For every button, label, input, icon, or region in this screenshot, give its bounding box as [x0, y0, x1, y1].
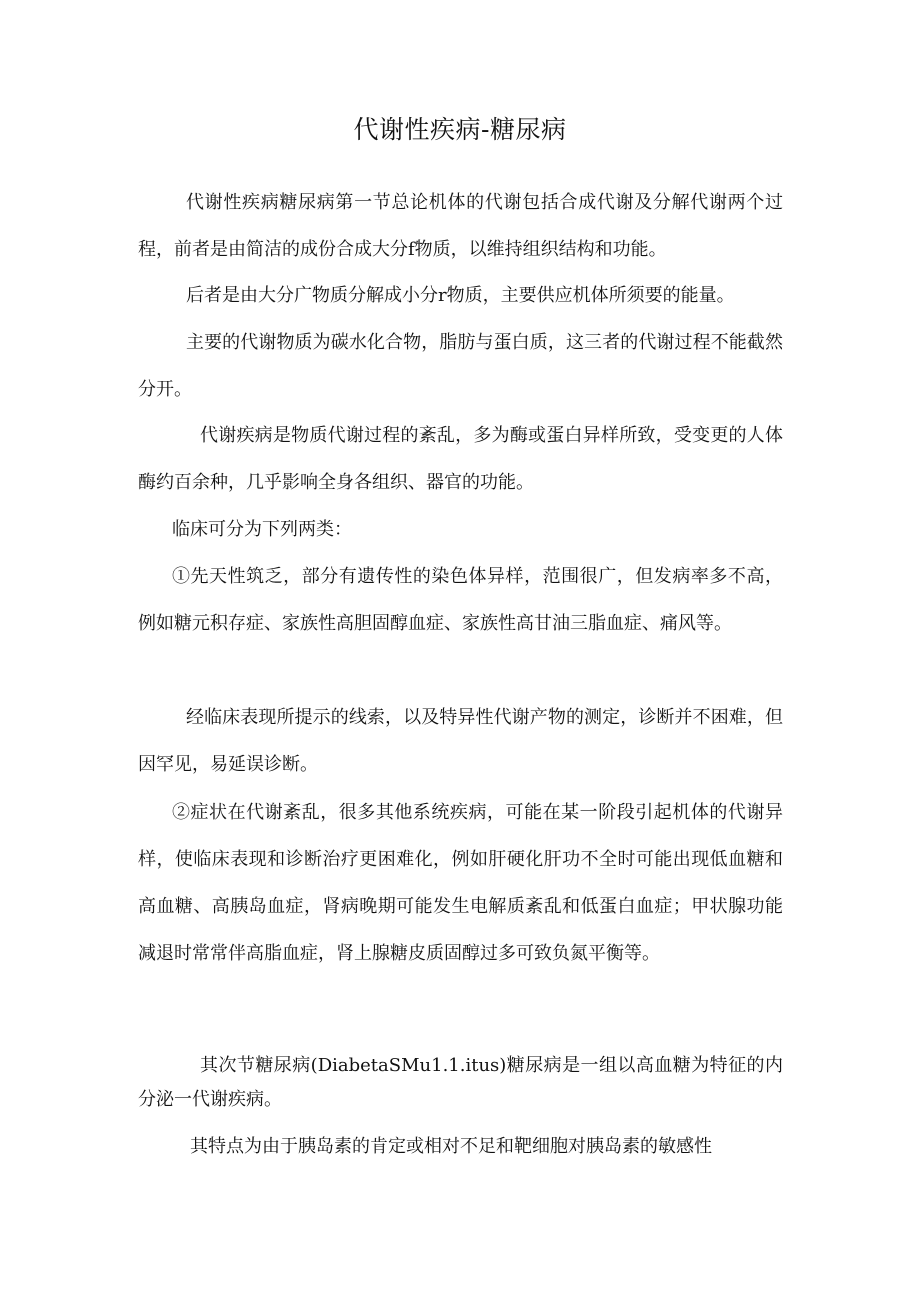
paragraph-secondary: ②症状在代谢紊乱，很多其他系统疾病，可能在某一阶段引起机体的代谢异样，使临床表现和诊断治疗更困难化，例如肝硬化肝功不全时可能出现低血糖和高血糖、高胰岛血症，肾病晚期可能发生电解质紊乱和低蛋白血症；甲状腺功能减退时常常伴高脂血症，肾上腺糖皮质固醇过多可致负氮平衡等。 [138, 802, 783, 964]
paragraph-metabolic-disorder: 代谢疾病是物质代谢过程的紊乱，多为酶或蛋白异样所致，受变更的人体酶约百余种，几乎影响全身各组织、器官的功能。 [138, 425, 783, 493]
paragraph-diabetes-section: 其次节糖尿病(DiabetaSMu1.1.itus)糖尿病是一组以高血糖为特征的内分泌一代谢疾病。 [138, 1055, 783, 1110]
paragraph-main-substances: 主要的代谢物质为碳水化合物，脂肪与蛋白质，这三者的代谢过程不能截然分开。 [138, 332, 783, 400]
document-title: 代谢性疾病-糖尿病 [353, 115, 567, 144]
paragraph-catabolism: 后者是由大分广物质分解成小分r物质，主要供应机体所须要的能量。 [186, 285, 735, 306]
paragraph-intro: 代谢性疾病糖尿病第一节总论机体的代谢包括合成代谢及分解代谢两个过程，前者是由简洁的成份合成大分f物质，以维持组织结构和功能。 [138, 192, 783, 260]
paragraph-diabetes-features: 其特点为由于胰岛素的肯定或相对不足和靶细胞对胰岛素的敏感性 [190, 1136, 712, 1157]
paragraph-congenital: ①先天性筑乏，部分有遗传性的染色体异样，范围很广，但发病率多不高，例如糖元积存症、家族性高胆固醇血症、家族性高甘油三脂血症、痛风等。 [138, 566, 783, 634]
paragraph-diagnosis: 经临床表现所提示的线索，以及特异性代谢产物的测定，诊断并不困难，但因罕见，易延误诊断。 [138, 707, 783, 775]
paragraph-classification: 临床可分为下列两类： [172, 519, 352, 540]
